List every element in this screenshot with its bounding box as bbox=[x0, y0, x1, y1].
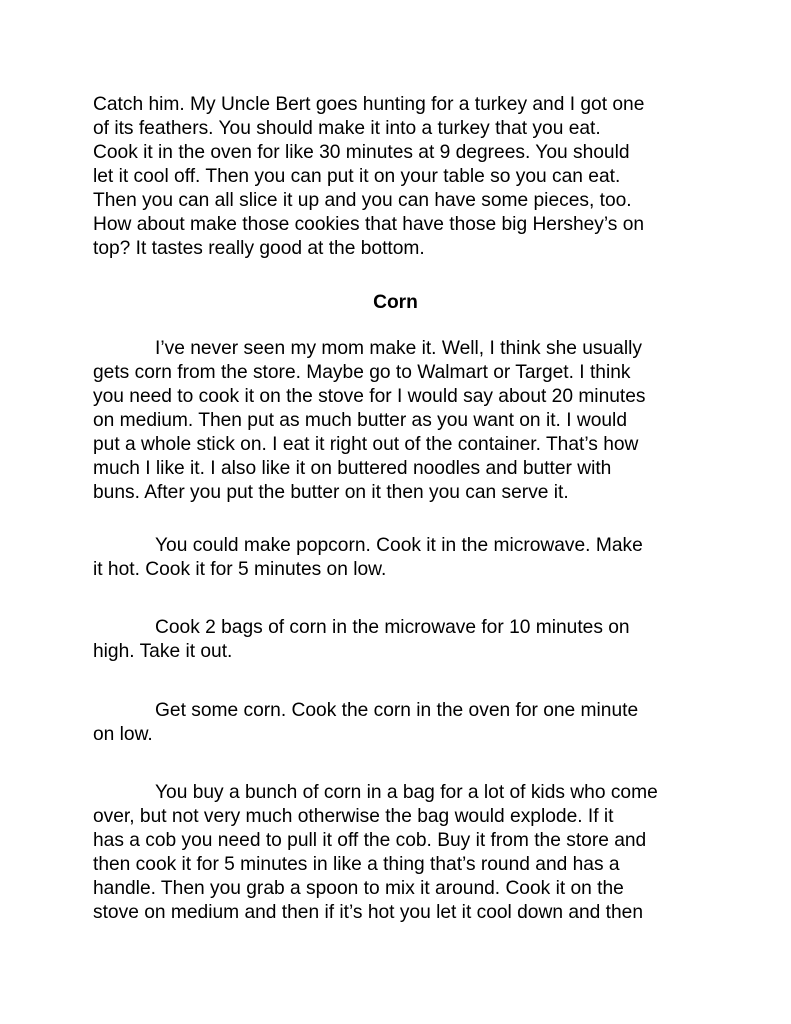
paragraph-bag-of-corn bbox=[93, 781, 713, 925]
text-line: then cook it for 5 minutes in like a thing that’s round and has a bbox=[93, 854, 620, 875]
text-line: You could make popcorn. Cook it in the microwave. Make bbox=[155, 535, 643, 556]
text-line: stove on medium and then if it’s hot you let it cool down and then bbox=[93, 902, 644, 923]
text-line: gets corn from the store. Maybe go to Walmart or Target. I think bbox=[93, 362, 631, 383]
text-line: Cook 2 bags of corn in the microwave for 10 minutes on bbox=[155, 617, 630, 638]
paragraph-microwave-bags bbox=[93, 616, 713, 664]
text-line: buns. After you put the butter on it then you can serve it. bbox=[93, 482, 569, 503]
paragraph-popcorn bbox=[93, 534, 713, 582]
paragraph-store-corn bbox=[93, 337, 713, 505]
text-line: on low. bbox=[93, 724, 153, 745]
text-line: handle. Then you grab a spoon to mix it around. Cook it on the bbox=[93, 878, 624, 899]
text-line: Get some corn. Cook the corn in the oven for one minute bbox=[155, 700, 639, 721]
text-line: I’ve never seen my mom make it. Well, I think she usually bbox=[155, 338, 642, 359]
paragraph-oven-corn bbox=[93, 699, 713, 747]
text-line: Catch him. My Uncle Bert goes hunting for a turkey and I got one bbox=[93, 94, 645, 115]
text-line: it hot. Cook it for 5 minutes on low. bbox=[93, 559, 387, 580]
text-line: put a whole stick on. I eat it right out of the container. That’s how bbox=[93, 434, 639, 455]
text-line: you need to cook it on the stove for I would say about 20 minutes bbox=[93, 386, 646, 407]
text-line: high. Take it out. bbox=[93, 641, 233, 662]
text-line: let it cool off. Then you can put it on your table so you can eat. bbox=[93, 166, 621, 187]
text-line: much I like it. I also like it on buttered noodles and butter with bbox=[93, 458, 612, 479]
text-line: How about make those cookies that have those big Hershey’s on bbox=[93, 214, 645, 235]
text-line: has a cob you need to pull it off the cob. Buy it from the store and bbox=[93, 830, 647, 851]
text-line: on medium. Then put as much butter as you want on it. I would bbox=[93, 410, 627, 431]
text-line: top? It tastes really good at the bottom. bbox=[93, 238, 425, 259]
text-line: over, but not very much otherwise the bag would explode. If it bbox=[93, 806, 614, 827]
text-line: Cook it in the oven for like 30 minutes at 9 degrees. You should bbox=[93, 142, 630, 163]
section-title: Corn bbox=[373, 292, 418, 313]
text-line: of its feathers. You should make it into a turkey that you eat. bbox=[93, 118, 601, 139]
text-line: You buy a bunch of corn in a bag for a lot of kids who come bbox=[155, 782, 658, 803]
intro-paragraph bbox=[93, 93, 713, 261]
text-line: Then you can all slice it up and you can have some pieces, too. bbox=[93, 190, 632, 211]
